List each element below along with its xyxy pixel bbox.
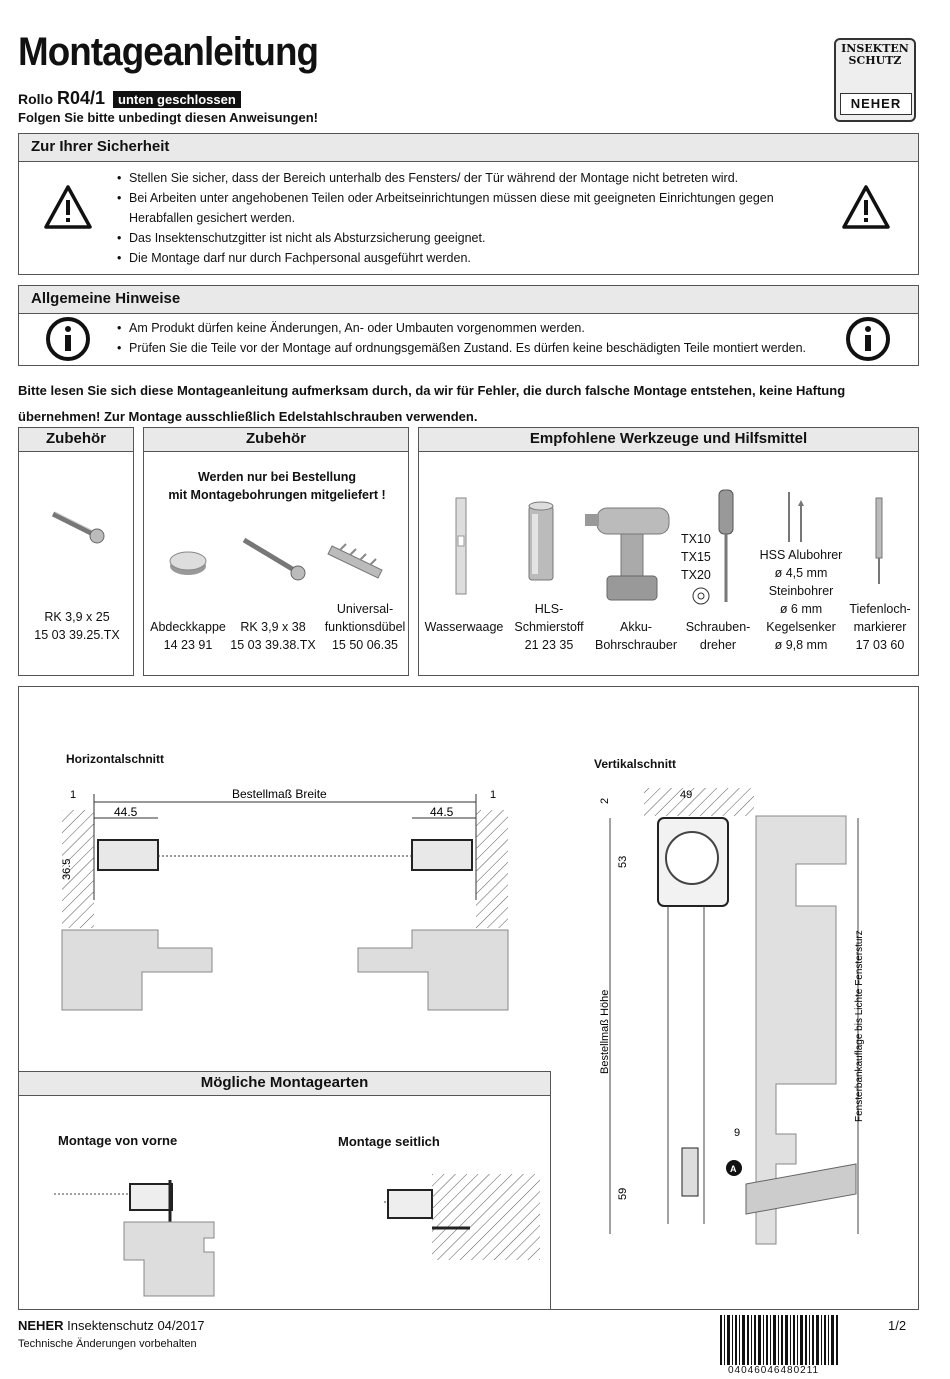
accessory-code: 14 23 91 bbox=[163, 638, 213, 652]
dim-width-label: Bestellmaß Breite bbox=[232, 787, 327, 801]
dim-1-right: 1 bbox=[490, 789, 497, 801]
accessory-heading-1: Zubehör bbox=[19, 428, 133, 452]
dim-59: 59 bbox=[617, 1187, 629, 1200]
footer-brand-line bbox=[18, 1318, 204, 1333]
torx-icon bbox=[691, 586, 711, 606]
barcode-number: 04046046480211 bbox=[728, 1365, 820, 1376]
warning-icon bbox=[43, 184, 93, 230]
dim-1-left: 1 bbox=[70, 789, 77, 801]
horizontal-section-drawing bbox=[58, 780, 514, 1020]
dim-9: 9 bbox=[734, 1127, 741, 1139]
brand-logo bbox=[834, 38, 916, 122]
accessory-code: 15 50 06.35 bbox=[331, 638, 399, 652]
footer-note: Technische Änderungen vorbehalten bbox=[18, 1338, 197, 1350]
accessory-box-1 bbox=[18, 427, 134, 676]
tool-name: Wasserwaage bbox=[424, 620, 504, 634]
accessory-code: 15 03 39.38.TX bbox=[230, 638, 316, 652]
drill-info: HSS Alubohrer ø 4,5 mm Steinbohrer ø 6 mm Kegelsenker ø 9,8 mm bbox=[759, 548, 843, 652]
cover-cap-icon bbox=[166, 546, 210, 580]
accessory-name: RK 3,9 x 38 bbox=[240, 620, 306, 634]
info-icon bbox=[845, 316, 891, 362]
safety-box bbox=[18, 133, 919, 275]
screwdriver-sizes: TX10 TX15 TX20 bbox=[681, 532, 711, 582]
spirit-level-icon bbox=[453, 496, 469, 596]
general-heading: Allgemeine Hinweise bbox=[19, 286, 918, 314]
product-variant-badge: unten geschlossen bbox=[113, 91, 241, 108]
vertical-section-title: Vertikalschnitt bbox=[594, 757, 677, 771]
accessory-name: Universal- funktionsdübel bbox=[324, 602, 406, 634]
safety-list bbox=[117, 168, 817, 268]
dim-2: 2 bbox=[599, 797, 611, 804]
accessory-code: 15 03 39.25.TX bbox=[34, 628, 120, 642]
horizontal-section-title: Horizontalschnitt bbox=[66, 752, 164, 766]
vertical-section-drawing bbox=[596, 784, 906, 1260]
accessory-box-2 bbox=[143, 427, 409, 676]
accessory-name: RK 3,9 x 25 bbox=[44, 610, 110, 624]
general-list bbox=[117, 318, 817, 358]
cordless-drill-icon bbox=[583, 496, 683, 604]
info-icon bbox=[45, 316, 91, 362]
depth-marker-icon bbox=[871, 496, 887, 586]
tools-box bbox=[418, 427, 919, 676]
safety-item: • Bei Arbeiten unter angehobenen Teilen oder Arbeitseinrichtungen müssen diese mit geeigneten Einrichtungen gegen Herabfallen gesichert werden. bbox=[117, 188, 817, 228]
accessory-heading-2: Zubehör bbox=[144, 428, 408, 452]
footer-edition: Insektenschutz 04/2017 bbox=[63, 1318, 205, 1333]
page-title: Montageanleitung bbox=[18, 30, 319, 74]
subtitle: Folgen Sie bitte unbedingt diesen Anweisungen! bbox=[18, 110, 318, 125]
tool-name: HLS- Schmierstoff 21 23 35 bbox=[514, 602, 584, 652]
safety-heading: Zur Ihrer Sicherheit bbox=[19, 134, 918, 162]
screw-icon bbox=[240, 534, 310, 584]
dim-44-5-left: 44.5 bbox=[114, 805, 138, 819]
product-model: R04/1 bbox=[57, 88, 106, 108]
mark-a: A bbox=[730, 1164, 737, 1174]
lubricant-icon bbox=[523, 494, 559, 584]
logo-line1: INSEKTEN bbox=[841, 42, 909, 55]
warning-icon bbox=[841, 184, 891, 230]
tool-name: Tiefenloch- markierer 17 03 60 bbox=[849, 602, 911, 652]
general-box bbox=[18, 285, 919, 366]
mount-side-drawing bbox=[384, 1166, 544, 1266]
dim-44-5-right: 44.5 bbox=[430, 805, 454, 819]
mount-front-label: Montage von vorne bbox=[58, 1133, 178, 1148]
dowel-icon bbox=[326, 536, 396, 586]
general-item: • Am Produkt dürfen keine Änderungen, An- oder Umbauten vorgenommen werden. bbox=[117, 318, 817, 338]
screw-icon bbox=[49, 508, 109, 548]
dim-36-5: 36.5 bbox=[61, 858, 73, 880]
safety-item: • Das Insektenschutzgitter ist nicht als Absturzsicherung geeignet. bbox=[117, 228, 817, 248]
general-item: • Prüfen Sie die Teile vor der Montage auf ordnungsgemäßen Zustand. Es dürfen keine beschädigten Teile montiert werden. bbox=[117, 338, 817, 358]
logo-line2: SCHUTZ bbox=[848, 54, 902, 67]
barcode-icon bbox=[720, 1315, 840, 1365]
tool-name: Schrauben- dreher bbox=[685, 620, 751, 652]
safety-item: • Stellen Sie sicher, dass der Bereich unterhalb des Fensters/ der Tür während der Montage nicht betreten wird. bbox=[117, 168, 817, 188]
liability-notice: Bitte lesen Sie sich diese Montageanleitung aufmerksam durch, da wir für Fehler, die durch falsche Montage entstehen, keine Haftung übernehmen! Zur Montage ausschließlich Edelstahlschrauben verwenden. bbox=[18, 383, 846, 424]
mount-side-label: Montage seitlich bbox=[338, 1134, 440, 1149]
accessory-note: Werden nur bei Bestellung mit Montagebohrungen mitgeliefert ! bbox=[168, 470, 386, 502]
tools-heading: Empfohlene Werkzeuge und Hilfsmittel bbox=[419, 428, 918, 452]
tool-name: Akku- Bohrschrauber bbox=[595, 620, 677, 652]
dim-sill-label: Fensterbankauflage bis Lichte Fenstersturz bbox=[854, 930, 865, 1122]
logo-brand: NEHER bbox=[840, 93, 912, 115]
safety-item: • Die Montage darf nur durch Fachpersonal ausgeführt werden. bbox=[117, 248, 817, 268]
dim-49: 49 bbox=[680, 789, 693, 801]
dim-height-label: Bestellmaß Höhe bbox=[599, 989, 611, 1074]
footer-brand: NEHER bbox=[18, 1318, 64, 1333]
accessory-name: Abdeckkappe bbox=[150, 620, 226, 634]
product-prefix: Rollo bbox=[18, 91, 53, 107]
mounting-heading: Mögliche Montagearten bbox=[19, 1072, 550, 1096]
drill-bit-icon bbox=[781, 490, 811, 544]
page-number: 1/2 bbox=[888, 1318, 907, 1333]
dim-53: 53 bbox=[617, 855, 629, 868]
product-line bbox=[18, 88, 241, 109]
mount-front-drawing bbox=[54, 1176, 234, 1298]
